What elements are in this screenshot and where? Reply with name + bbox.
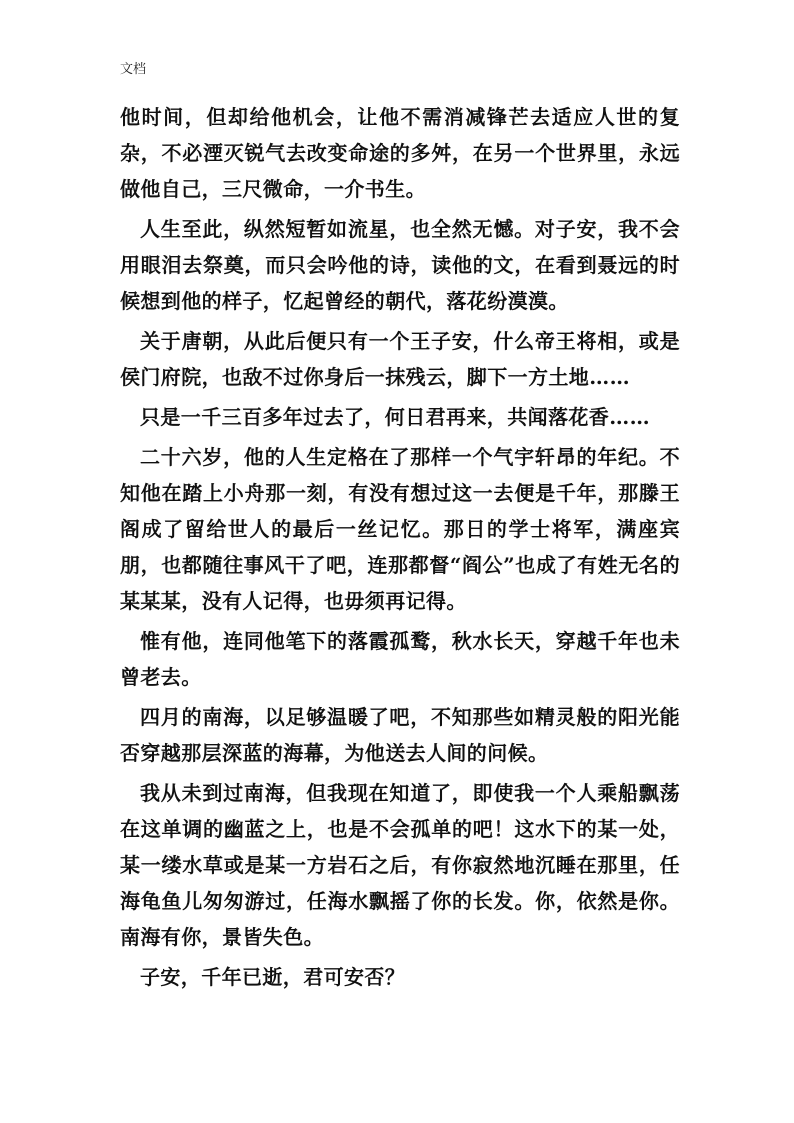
paragraph: 人生至此，纵然短暂如流星，也全然无憾。对子安，我不会用眼泪去祭奠，而只会吟他的诗，读他的文，在看到聂远的时候想到他的样子，忆起曾经的朝代，落花纷漠漠。 — [120, 217, 680, 313]
paragraph: 关于唐朝，从此后便只有一个王子安，什么帝王将相，或是侯门府院，也敌不过你身后一抹残云，脚下一方土地…… — [120, 329, 680, 389]
paragraph: 二十六岁，他的人生定格在了那样一个气宇轩昂的年纪。不知他在踏上小舟那一刻，有没有想过这一去便是千年，那滕王阁成了留给世人的最后一丝记忆。那日的学士将军，满座宾朋，也都随往事风干了吧，连那都督“阎公”也成了有姓无名的某某某，没有人记得，也毋须再记得。 — [120, 445, 680, 613]
paragraph: 四月的南海，以足够温暖了吧，不知那些如精灵般的阳光能否穿越那层深蓝的海幕，为他送去人间的问候。 — [120, 705, 680, 765]
paragraph: 我从未到过南海，但我现在知道了，即使我一个人乘船飘荡在这单调的幽蓝之上，也是不会孤单的吧！这水下的某一处，某一缕水草或是某一方岩石之后，有你寂然地沉睡在那里，任海龟鱼儿匆匆游过，任海水飘摇了你的长发。你，依然是你。南海有你，景皆失色。 — [120, 781, 680, 949]
paragraph-closing: 子安，千年已逝，君可安否？ — [140, 965, 406, 989]
paragraph-continuation: 他时间，但却给他机会，让他不需消减锋芒去适应人世的复杂，不必湮灭锐气去改变命途的多舛，在另一个世界里，永远做他自己，三尺微命，一介书生。 — [120, 105, 680, 201]
paragraph: 只是一千三百多年过去了，何日君再来，共闻落花香…… — [140, 405, 650, 429]
document-body — [120, 99, 680, 995]
document-header-label: 文档 — [120, 62, 147, 77]
paragraph: 惟有他，连同他笔下的落霞孤鹜，秋水长天，穿越千年也未曾老去。 — [120, 629, 680, 689]
